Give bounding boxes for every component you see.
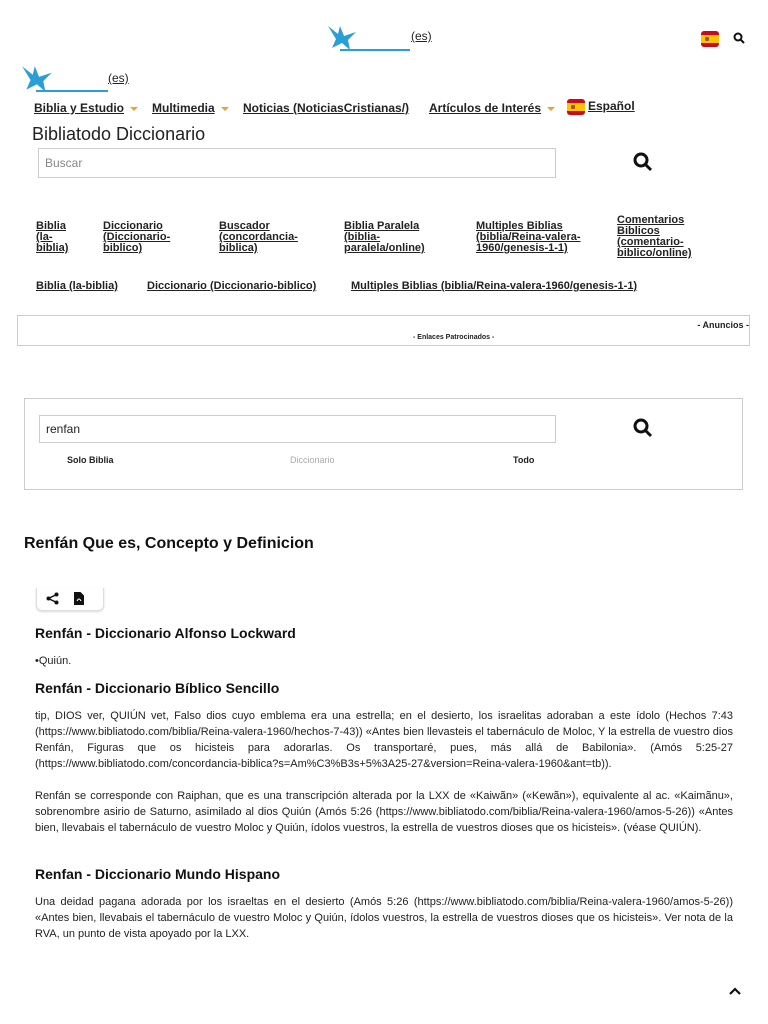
entry-paragraph: •Quiún. bbox=[35, 655, 72, 667]
nav-biblia-y-estudio[interactable]: Biblia y Estudio bbox=[34, 101, 138, 115]
search-button-icon[interactable] bbox=[633, 418, 653, 438]
nav-language[interactable]: Español bbox=[588, 99, 635, 113]
search-button-icon[interactable] bbox=[633, 152, 653, 172]
quick-link-diccionario[interactable]: Diccionario (Diccionario-biblico) bbox=[103, 220, 171, 254]
entry-paragraph: Renfán se corresponde con Raiphan, que es una transcripción alterada por la LXX de «Kaiwãn» («Kewãn»), equivalente al ac. «Kaimãnu», sobrenombre asirio de Saturno, asimilado al dios Quiún (Amós 5:26 (https://www.bibliatodo.com/biblia/Reina-valera-1960/amos-5-26)) «Antes bien, llevabais el tabernáculo de vuestro Moloc y Quiún, ídolos vuestros, la estrella de vuestros dioses que os hicisteis». (véase QUIÚN). bbox=[35, 790, 733, 834]
option-solo-biblia[interactable]: Solo Biblia bbox=[67, 455, 114, 465]
ad-label: - Anuncios - bbox=[697, 320, 749, 330]
ad-container bbox=[17, 315, 750, 346]
dove-logo-icon[interactable] bbox=[326, 24, 360, 52]
entry-paragraph: tip, DIOS ver, QUIÚN vet, Falso dios cuyo emblema era una estrella; en el desierto, los israelitas adoraban a este ídolo (Hechos 7:43 (https://www.bibliatodo.com/biblia/Reina-valera-1960/hechos-7-43)) «Antes bien llevasteis el tabernáculo de Moloc, Y la estrella de vuestro dios Renfán, Figuras que os hicisteis para adorarlas. Os transportaré, pues, más allá de Babilonia». (Amós 5:25-27 (https://www.bibliatodo.com/concordancia-biblica?s=Am%C3%B3s+5%3A25-27&version=Reina-valera-1960&ant=tb)). bbox=[35, 710, 733, 770]
share-toolbar bbox=[36, 588, 104, 611]
header-lang-link[interactable]: (es) bbox=[108, 71, 129, 85]
quick-link-buscador[interactable]: Buscador (concordancia-biblica) bbox=[219, 220, 298, 254]
search-icon[interactable] bbox=[733, 32, 745, 44]
nav-noticias[interactable]: Noticias (NoticiasCristianas/) bbox=[243, 101, 410, 115]
chevron-down-icon bbox=[221, 107, 229, 111]
option-todo[interactable]: Todo bbox=[513, 455, 535, 465]
quick-link-biblia[interactable]: Biblia (la-biblia) bbox=[36, 220, 69, 254]
site-title: Bibliatodo Diccionario bbox=[32, 124, 206, 144]
quick-link-multiples-biblias[interactable]: Multiples Biblias (biblia/Reina-valera-1960/genesis-1-1) bbox=[476, 220, 581, 254]
search-input[interactable] bbox=[38, 148, 556, 178]
share-icon[interactable] bbox=[46, 592, 59, 605]
page-title: Renfán Que es, Concepto y Definicion bbox=[24, 535, 314, 552]
dictionary-search-panel bbox=[24, 398, 743, 490]
dictionary-search-input[interactable] bbox=[39, 415, 556, 443]
logo-underline bbox=[36, 90, 108, 92]
quick-row-biblia[interactable]: Biblia (la-biblia) bbox=[36, 280, 118, 292]
nav-articulos[interactable]: Artículos de Interés bbox=[429, 101, 555, 115]
entry-paragraph: Una deidad pagana adorada por los israeltas en el desierto (Amós 5:26 (https://www.bibliatodo.com/biblia/Reina-valera-1960/amos-5-26)) «Antes bien, llevabais el tabernáculo de vuestro Moloc y Quiún, ídolos vuestros, la estrella de vuestros dioses que os hicisteis». Ver nota de la RVA, un punto de vista apoyado por la LXX. bbox=[35, 896, 733, 940]
chevron-down-icon bbox=[130, 107, 138, 111]
entry-title: Renfan - Diccionario Mundo Hispano bbox=[35, 866, 281, 882]
spain-flag-icon[interactable] bbox=[701, 31, 719, 47]
entry-title: Renfán - Diccionario Alfonso Lockward bbox=[35, 625, 296, 641]
ad-sponsored-label: - Enlaces Patrocinados - bbox=[413, 334, 495, 341]
quick-link-biblia-paralela[interactable]: Biblia Paralela (biblia-paralela/online) bbox=[344, 220, 425, 254]
entry-title: Renfán - Diccionario Bíblico Sencillo bbox=[35, 680, 280, 696]
quick-row-multiples-biblias[interactable]: Multiples Biblias (biblia/Reina-valera-1960/genesis-1-1) bbox=[351, 280, 638, 292]
chevron-down-icon bbox=[547, 107, 555, 111]
quick-link-comentarios[interactable]: Comentarios Biblicos (comentario-biblico/online) bbox=[617, 214, 692, 259]
option-diccionario[interactable]: Diccionario bbox=[290, 455, 335, 465]
quick-row-diccionario[interactable]: Diccionario (Diccionario-biblico) bbox=[147, 280, 317, 292]
nav-multimedia[interactable]: Multimedia bbox=[152, 101, 229, 115]
logo-underline bbox=[340, 49, 410, 51]
top-lang-link[interactable]: (es) bbox=[411, 29, 432, 43]
spain-flag-icon bbox=[567, 99, 585, 115]
pdf-icon[interactable] bbox=[74, 592, 84, 605]
chevron-up-icon[interactable] bbox=[728, 986, 742, 996]
